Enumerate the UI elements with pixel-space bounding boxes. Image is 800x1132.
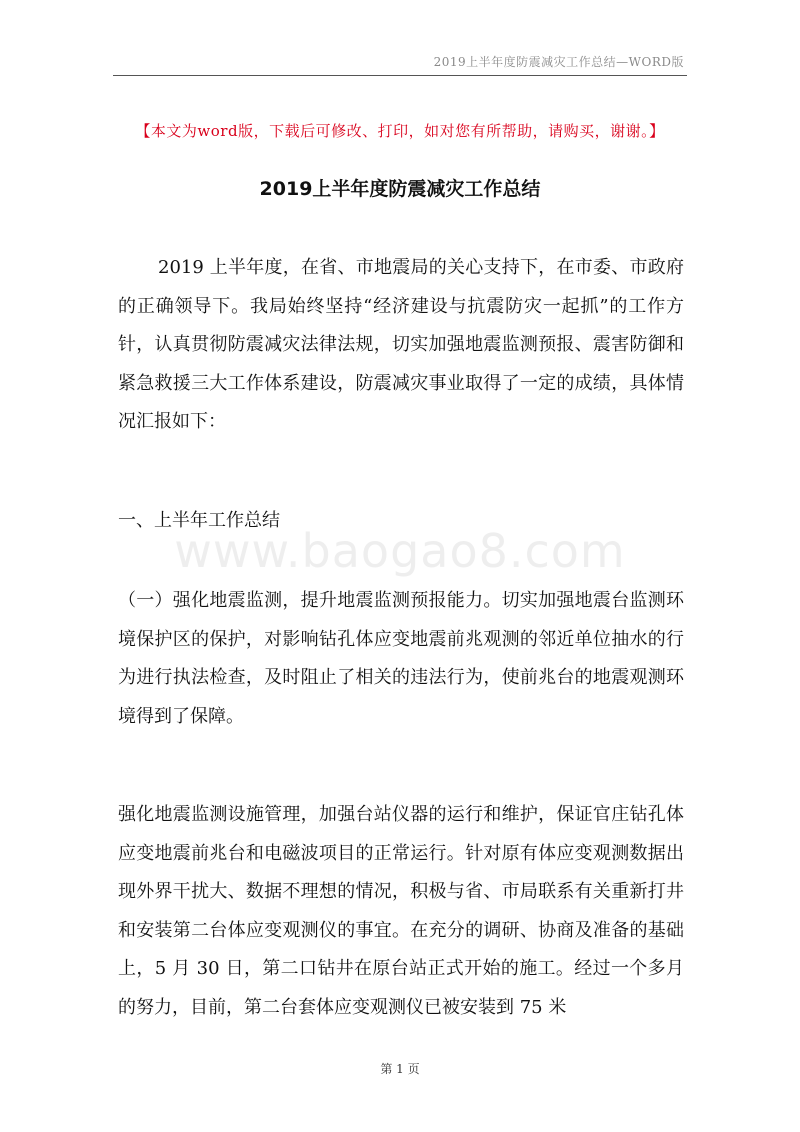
page-number: 第 1 页 bbox=[380, 1062, 420, 1076]
body-paragraph-facilities: 强化地震监测设施管理，加强台站仪器的运行和维护，保证官庄钻孔体应变地震前兆台和电磁波项目的正常运行。针对原有体应变观测数据出现外界干扰大、数据不理想的情况，积极与省、市局联系有关重新打井和安装第二台体应变观测仪的事宜。在充分的调研、协商及准备的基础上，5 月 30 日，第二口钻井在原台站正式开始的施工。经过一个多月的努力，目前，第二台套体应变观测仪已被安装到 75 米 bbox=[118, 804, 684, 1018]
header-divider bbox=[113, 75, 687, 76]
section-heading: 一、上半年工作总结 bbox=[118, 510, 280, 531]
intro-paragraph: 2019 上半年度，在省、市地震局的关心支持下，在市委、市政府的正确领导下。我局始终坚持“经济建设与抗震防灾一起抓”的工作方针，认真贯彻防震减灾法律法规，切实加强地震监测预报、震害防御和紧急救援三大工作体系建设，防震减灾事业取得了一定的成绩，具体情况汇报如下： bbox=[118, 257, 684, 432]
download-notice: 【本文为word版，下载后可修改、打印，如对您有所帮助，请购买，谢谢。】 bbox=[135, 122, 665, 140]
body-paragraph-monitoring: （一）强化地震监测，提升地震监测预报能力。切实加强地震台监测环境保护区的保护，对影响钻孔体应变地震前兆观测的邻近单位抽水的行为进行执法检查，及时阻止了相关的违法行为，使前兆台的地震观测环境得到了保障。 bbox=[118, 590, 684, 727]
document-title: 2019上半年度防震减灾工作总结 bbox=[259, 178, 541, 200]
site-watermark: www.baogao8.com bbox=[174, 524, 626, 578]
running-header: 2019上半年度防震减灾工作总结—WORD版 bbox=[433, 55, 684, 69]
